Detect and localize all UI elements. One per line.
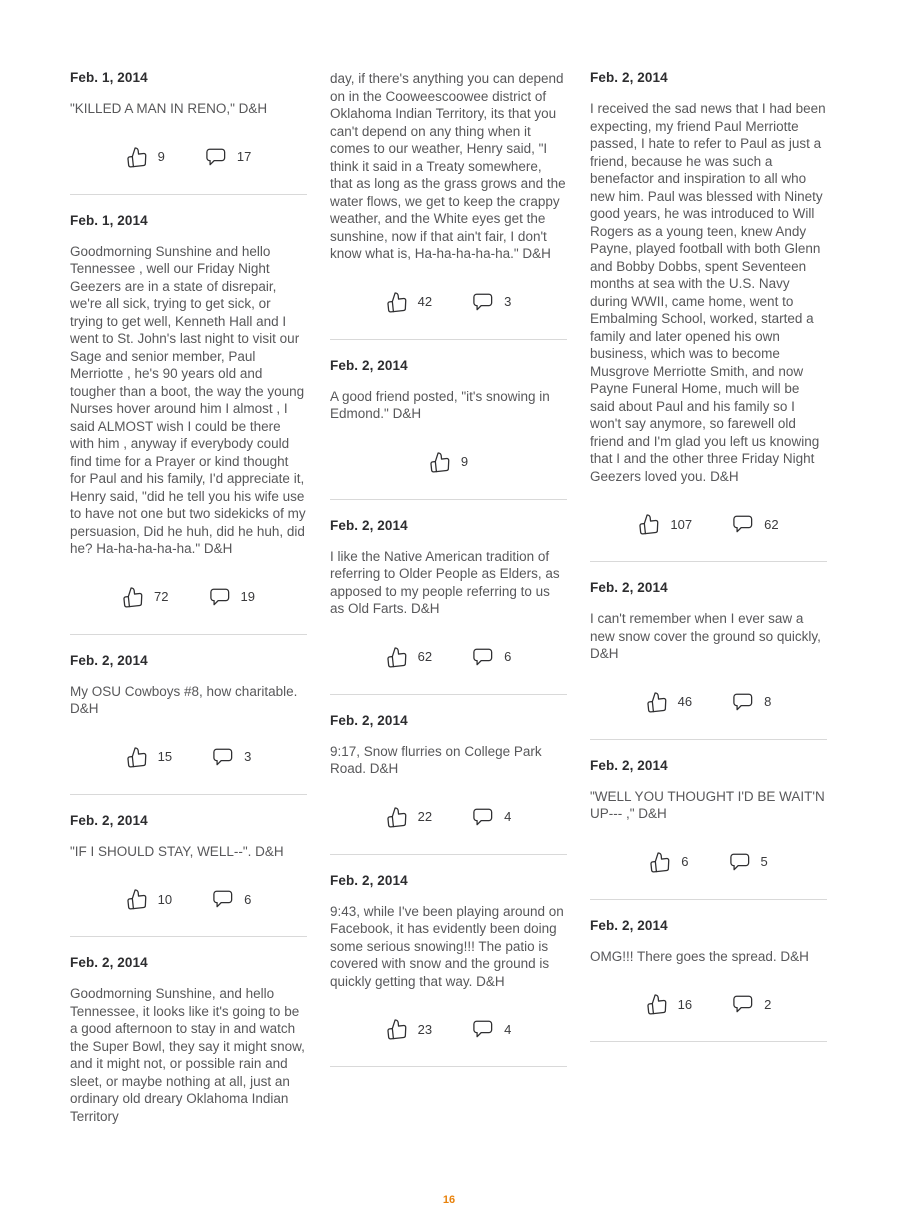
like-count: 15 (157, 749, 173, 764)
post-stats (330, 287, 567, 317)
column-3 (590, 70, 827, 1042)
post-text: Goodmorning Sunshine, and hello Tennessee, it looks like it's going to be a good afternoon to stay in and watch the Super Bowl, they say it might snow, and it might not, or possible rain and sleet, or maybe nothing at all, just an ordinary old dreary Oklahoma Indian Territory (70, 986, 305, 1124)
comment-stat (732, 692, 771, 712)
comment-bubble-icon (472, 1019, 494, 1039)
post (70, 795, 307, 938)
post-stats (330, 1014, 567, 1044)
thumbs-up-icon (121, 584, 145, 608)
comment-bubble-icon (732, 514, 754, 534)
comment-count: 6 (504, 649, 512, 664)
like-stat (638, 513, 692, 535)
comment-count: 5 (760, 854, 768, 869)
thumbs-up-icon (385, 804, 409, 828)
post (70, 70, 307, 195)
post-date: Feb. 1, 2014 (70, 70, 148, 85)
comment-bubble-icon (205, 147, 227, 167)
comment-stat (732, 514, 778, 534)
post-stats (590, 687, 827, 717)
like-stat (646, 993, 692, 1015)
post-stats (330, 642, 567, 672)
comment-bubble-icon (472, 292, 494, 312)
post-date: Feb. 2, 2014 (330, 357, 408, 373)
comment-bubble-icon (472, 807, 494, 827)
post-stats (70, 142, 307, 172)
like-stat (126, 146, 165, 168)
comment-bubble-icon (729, 852, 751, 872)
post-text: "IF I SHOULD STAY, WELL--". D&H (70, 843, 284, 859)
like-count: 107 (670, 516, 693, 532)
like-stat (386, 646, 432, 668)
post-text: I like the Native American tradition of referring to Older People as Elders, as apposed to my people referring to us as Old Farts. D&H (330, 548, 560, 616)
like-count: 16 (677, 996, 693, 1012)
post-stats (70, 742, 307, 772)
post-stats (330, 447, 567, 477)
comment-stat (732, 994, 771, 1014)
comment-stat (472, 647, 511, 667)
post-text: OMG!!! There goes the spread. D&H (590, 948, 809, 964)
comment-count: 3 (504, 294, 512, 309)
post (330, 695, 567, 855)
post-date: Feb. 2, 2014 (330, 712, 408, 728)
thumbs-up-icon (428, 449, 452, 473)
post (330, 340, 567, 500)
post-columns (70, 70, 827, 1133)
post-date: Feb. 1, 2014 (70, 212, 148, 228)
post (590, 562, 827, 740)
comment-stat (472, 292, 511, 312)
thumbs-up-icon (125, 887, 149, 911)
thumbs-up-icon (645, 992, 669, 1016)
comment-count: 4 (504, 1021, 512, 1037)
comment-bubble-icon (212, 889, 234, 909)
like-stat (429, 451, 468, 473)
like-count: 22 (417, 809, 433, 824)
post-text: "WELL YOU THOUGHT I'D BE WAIT'N UP--- ," D&H (590, 788, 825, 821)
post (70, 635, 307, 795)
thumbs-up-icon (125, 144, 149, 168)
comment-stat (472, 807, 511, 827)
post-date: Feb. 2, 2014 (70, 652, 148, 668)
post-text: My OSU Cowboys #8, how charitable. D&H (70, 683, 298, 716)
like-count: 62 (417, 649, 433, 664)
post-date: Feb. 2, 2014 (590, 757, 668, 773)
comment-stat (472, 1019, 511, 1039)
thumbs-up-icon (385, 644, 409, 668)
like-stat (126, 888, 172, 910)
like-count: 6 (681, 854, 689, 869)
comment-stat (209, 587, 255, 607)
comment-stat (212, 747, 251, 767)
comment-bubble-icon (209, 587, 231, 607)
comment-count: 2 (764, 996, 772, 1012)
like-stat (649, 851, 688, 873)
comment-stat (729, 852, 768, 872)
post-date: Feb. 2, 2014 (70, 812, 148, 828)
like-count: 9 (157, 149, 165, 164)
post-stats (70, 582, 307, 612)
like-stat (386, 291, 432, 313)
like-stat (122, 586, 168, 608)
page-footer (0, 1190, 898, 1208)
comment-count: 3 (244, 749, 252, 764)
post-date: Feb. 2, 2014 (330, 517, 408, 533)
post (330, 855, 567, 1068)
thumbs-up-icon (385, 289, 409, 313)
comment-bubble-icon (472, 647, 494, 667)
post-stats (590, 989, 827, 1019)
post-stats (590, 509, 827, 539)
post-stats (70, 884, 307, 914)
like-stat (386, 806, 432, 828)
like-count: 46 (677, 694, 693, 709)
post-date: Feb. 2, 2014 (330, 872, 408, 888)
comment-count: 17 (236, 149, 252, 164)
post-text: Goodmorning Sunshine and hello Tennessee , well our Friday Night Geezers are in a state of disrepair, we're all sick, trying to get sick, or trying to get well, Kenneth Hall and I went to St. John's last night to visit our Sage and senior member, Paul Merriotte , he's 90 years old and tougher than a boot, the way the young Nurses hover around him I almost , I said ALMOST wish I could be there with him , anyway if everybody could find time for a Prayer or kind thought for Paul and his family, I'd appreciate it, Henry said, "did he tell you his wife use to have not one but two sidekicks of my persuasion, Did he huh, did he huh, did he? Ha-ha-ha-ha-ha." D&H (70, 243, 306, 556)
comment-count: 62 (764, 516, 779, 532)
like-stat (386, 1018, 432, 1040)
post (330, 70, 567, 340)
thumbs-up-icon (648, 849, 672, 873)
thumbs-up-icon (125, 744, 149, 768)
comment-bubble-icon (732, 994, 754, 1014)
post (590, 740, 827, 900)
column-2 (330, 70, 567, 1067)
post-text: 9:17, Snow flurries on College Park Road. D&H (330, 743, 542, 776)
thumbs-up-icon (645, 689, 669, 713)
post-text: A good friend posted, "it's snowing in Edmond." D&H (330, 388, 550, 421)
comment-count: 6 (244, 891, 252, 907)
like-stat (126, 746, 172, 768)
comment-stat (205, 147, 251, 167)
post (590, 70, 827, 562)
post-date: Feb. 2, 2014 (590, 580, 668, 595)
post-date: Feb. 2, 2014 (590, 917, 668, 933)
like-count: 72 (154, 589, 169, 604)
like-stat (646, 691, 692, 713)
comment-count: 19 (240, 589, 255, 604)
post-date: Feb. 2, 2014 (590, 70, 668, 85)
post-text: "KILLED A MAN IN RENO," D&H (70, 101, 268, 116)
comment-bubble-icon (212, 747, 234, 767)
post-text: I can't remember when I ever saw a new snow cover the ground so quickly, D&H (590, 611, 821, 661)
post-text: I received the sad news that I had been expecting, my friend Paul Merriotte passed, I hate to refer to Paul as just a friend, because he was such a benefactor and inspiration to all who new him. Paul was blessed with Ninety good years, he was introduced to Will Rogers as a young teen, knew Andy Payne, played football with both Glenn and Bobby Dobbs, spent Seventeen months at sea with the U.S. Navy during WWII, came home, went to Embalming School, worked, started a family and later opened his own business, which was to become Musgrove Merriotte Smith, and now Payne Funeral Home, much will be said about Paul and his family so I won't say anymore, so farewell old friend and I'm glad you left us knowing that I and the other three Friday Night Geezers loved you. D&H (590, 101, 826, 484)
post (70, 937, 307, 1125)
comment-stat (212, 889, 251, 909)
post-stats (590, 847, 827, 877)
post (590, 900, 827, 1043)
comment-count: 4 (504, 809, 512, 824)
post-text: day, if there's anything you can depend on in the Cooweescoowee district of Oklahoma Indian Territory, its that you can't depend on any thing when it comes to our weather, Henry said, "I think it said in a Treaty somewhere, that as long as the grass grows and the water flows, we get to keep the crappy weather, and the White eyes get the sunshine, now if that ain't fair, I don't know what is, Ha-ha-ha-ha-ha." D&H (330, 71, 566, 261)
post-text: 9:43, while I've been playing around on Facebook, it has evidently been doing some serious snowing!!! The patio is covered with snow and the ground is quickly getting that way. D&H (330, 903, 564, 989)
like-count: 23 (417, 1021, 433, 1037)
thumbs-up-icon (385, 1017, 409, 1041)
post (330, 500, 567, 695)
post (70, 195, 307, 635)
column-1 (70, 70, 307, 1133)
page-number: 16 (442, 1194, 456, 1206)
like-count: 9 (460, 454, 469, 469)
post-stats (330, 802, 567, 832)
post-date: Feb. 2, 2014 (70, 955, 148, 970)
comment-count: 8 (764, 694, 772, 709)
thumbs-up-icon (637, 512, 661, 536)
like-count: 42 (417, 294, 433, 309)
like-count: 10 (157, 891, 173, 907)
comment-bubble-icon (732, 692, 754, 712)
